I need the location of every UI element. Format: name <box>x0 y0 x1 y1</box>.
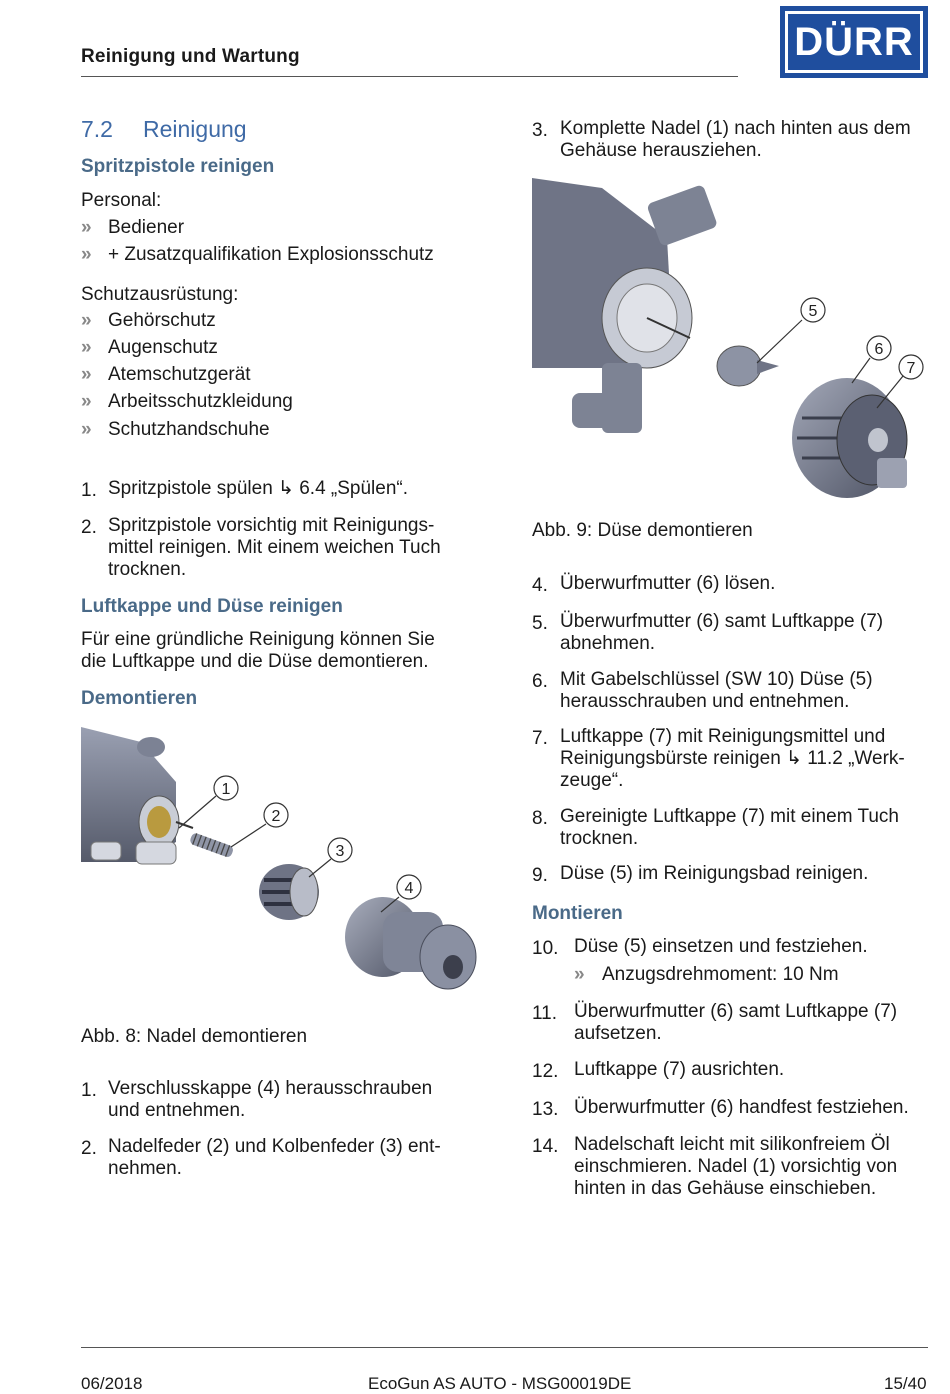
footer-document: EcoGun AS AUTO - MSG00019DE <box>368 1374 632 1393</box>
gun-knob <box>137 737 165 757</box>
step-1: 1. Spritzpistole spülen ↳ 6.4 „Spülen“. <box>81 478 409 501</box>
step-9: 9. Düse (5) im Reinigungsbad reinigen. <box>532 863 869 886</box>
bullet-icon: » <box>81 310 90 331</box>
gun-orifice <box>147 806 171 838</box>
step-10: 10. Düse (5) einsetzen und festziehen. <box>532 936 868 959</box>
header-title: Reinigung und Wartung <box>81 46 300 67</box>
callout-label: 7 <box>906 360 916 377</box>
callout-label: 4 <box>404 880 414 897</box>
callout-line <box>231 824 266 847</box>
step-4: 4. Überwurfmutter (6) lösen. <box>532 573 776 596</box>
connector <box>572 393 612 428</box>
air-fitting <box>136 842 176 864</box>
union-nut-air-cap <box>792 378 907 498</box>
figure-8-needle-disassembly <box>81 722 481 1012</box>
callout-label: 6 <box>874 341 884 358</box>
step-6: 6. Mit Gabelschlüssel (SW 10) Düse (5) herausschrauben und entnehmen. <box>532 669 873 712</box>
list-item: » + Zusatzqualifikation Explosionsschutz <box>81 244 434 265</box>
section-title: Reinigung <box>143 116 247 142</box>
figure-8-caption: Abb. 8: Nadel demontieren <box>81 1026 308 1047</box>
bullet-icon: » <box>81 419 90 440</box>
air-fitting <box>91 842 121 860</box>
step-14: 14. Nadelschaft leicht mit silikonfreiem Öl einschmieren. Nadel (1) vorsichtig von hinten in das Gehäuse einschieben. <box>532 1134 898 1199</box>
bullet-icon: » <box>81 337 90 358</box>
footer-rule <box>81 1347 928 1348</box>
heading-spritzpistole-reinigen: Spritzpistole reinigen <box>81 156 275 177</box>
step-5: 5. Überwurfmutter (6) samt Luftkappe (7) abnehmen. <box>532 611 884 654</box>
footer-date: 06/2018 <box>81 1374 143 1393</box>
heading-luftkappe-duese: Luftkappe und Düse reinigen <box>81 596 343 617</box>
callout-label: 2 <box>271 808 281 825</box>
callout-label: 3 <box>335 843 345 860</box>
bullet-icon: » <box>574 964 583 985</box>
heading-montieren: Montieren <box>532 903 623 924</box>
list-item: » Augenschutz <box>81 337 218 358</box>
callout-line <box>852 358 870 383</box>
callout-line <box>757 320 802 363</box>
step-8: 8. Gereinigte Luftkappe (7) mit einem Tuch trocknen. <box>532 806 900 849</box>
nozzle <box>717 346 779 386</box>
personal-label: Personal: <box>81 190 162 211</box>
closure-cap <box>345 897 476 989</box>
section-number: 7.2 <box>81 116 113 142</box>
list-item: » Gehörschutz <box>81 310 216 331</box>
step-3: 3. Komplette Nadel (1) nach hinten aus dem Gehäuse herausziehen. <box>532 118 911 161</box>
callout-label: 1 <box>221 781 231 798</box>
header-rule <box>81 76 738 77</box>
callout-line <box>179 796 216 828</box>
piston-spring <box>259 864 319 920</box>
step-12: 12. Luftkappe (7) ausrichten. <box>532 1059 785 1082</box>
logo-text: DÜRR <box>785 11 923 73</box>
callout-line <box>309 859 331 877</box>
bullet-icon: » <box>81 364 90 385</box>
figure-9-caption: Abb. 9: Düse demontieren <box>532 520 753 541</box>
list-item: » Schutzhandschuhe <box>81 419 270 440</box>
callout-label: 5 <box>808 303 818 320</box>
heading-demontieren: Demontieren <box>81 688 198 709</box>
figure-9-nozzle-disassembly <box>532 178 932 503</box>
list-item: » Bediener <box>81 217 185 238</box>
step-2: 2. Spritzpistole vorsichtig mit Reinigungs- mittel reinigen. Mit einem weichen Tuch trocknen. <box>81 515 441 580</box>
needle-spring <box>189 832 234 858</box>
step-11: 11. Überwurfmutter (6) samt Luftkappe (7) aufsetzen. <box>532 1001 898 1044</box>
list-item: » Atemschutzgerät <box>81 364 251 385</box>
step-2: 2. Nadelfeder (2) und Kolbenfeder (3) ent- nehmen. <box>81 1136 441 1179</box>
bullet-icon: » <box>81 217 90 238</box>
step-13: 13. Überwurfmutter (6) handfest festziehen. <box>532 1097 909 1120</box>
duerr-logo <box>780 6 928 78</box>
luft-paragraph: Für eine gründliche Reinigung können Sie die Luftkappe und die Düse demontieren. <box>81 629 435 672</box>
bullet-icon: » <box>81 391 90 412</box>
bullet-icon: » <box>81 244 90 265</box>
step-10-detail: » Anzugsdrehmoment: 10 Nm <box>574 964 839 985</box>
list-item: » Arbeitsschutzkleidung <box>81 391 293 412</box>
footer-page-number: 15/40 <box>884 1374 927 1393</box>
schutz-label: Schutzausrüstung: <box>81 284 239 305</box>
step-1: 1. Verschlusskappe (4) herausschrauben und entnehmen. <box>81 1078 433 1121</box>
step-7: 7. Luftkappe (7) mit Reinigungsmittel und Reinigungsbürste reinigen ↳ 11.2 „Werk- zeuge“. <box>532 726 905 791</box>
